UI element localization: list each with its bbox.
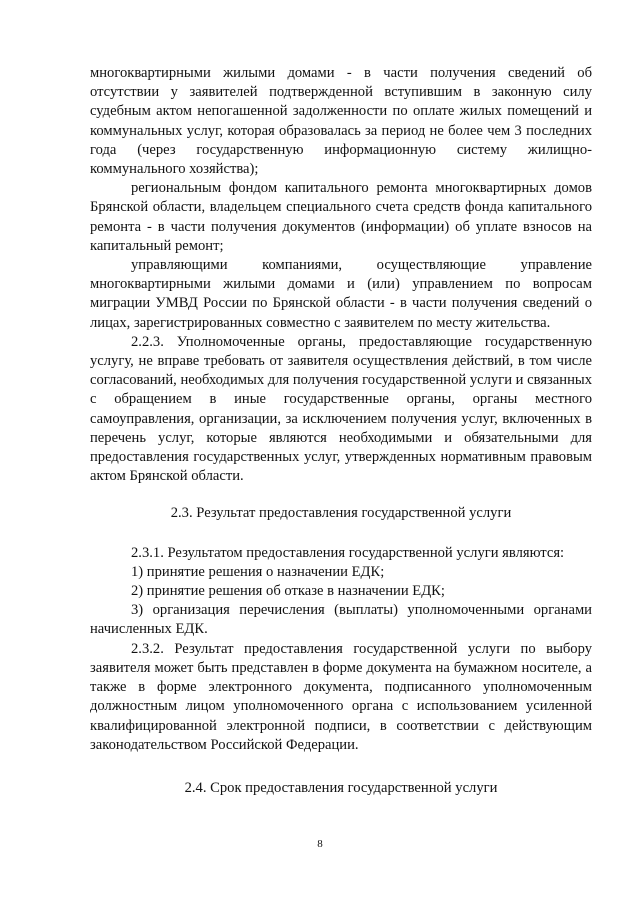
paragraph-2-3-2: 2.3.2. Результат предоставления государственной услуги по выбору заявителя может быть представлен в форме документа на бумажном носителе, а также в форме электронного документа, подписанного уполномоченным должностным лицом уполномоченного органа с использованием усиленной квалифицированной электронной подписи, в соответствии с действующим законодательством Российской Федерации.: [90, 640, 592, 753]
section-heading-2-3: 2.3. Результат предоставления государственной услуги: [170, 505, 512, 522]
page-number: 8: [317, 838, 323, 850]
section-heading-2-4: 2.4. Срок предоставления государственной услуги: [184, 779, 498, 796]
paragraph-2-2-3: 2.2.3. Уполномоченные органы, предоставляющие государственную услугу, не вправе требовать от заявителя осуществления действий, в том числе согласований, необходимых для получения государственной услуги и связанных с обращением в иные государственные органы, органы местного самоуправления, организации, за исключением получения услуг, включенных в перечень услуг, которые являются необходимыми и обязательными для предоставления государственных услуг, утвержденных нормативным правовым актом Брянской области.: [90, 333, 592, 485]
document-page: [90, 64, 592, 798]
paragraph-2-3-1: 2.3.1. Результатом предоставления государственной услуги являются:: [131, 544, 565, 561]
paragraph-capital-repair-fund: региональным фондом капитального ремонта многоквартирных домов Брянской области, владельцем специального счета средств фонда капитального ремонта - в части получения документов (информации) об уплате взносов на капитальный ремонт;: [90, 180, 592, 254]
list-item-1: 1) принятие решения о назначении ЕДК;: [131, 563, 385, 580]
list-item-3: 3) организация перечисления (выплаты) уполномоченными органами начисленных ЕДК.: [90, 602, 592, 638]
paragraph-housing-debt: многоквартирными жилыми домами - в части получения сведений об отсутствии у заявителей подтвержденной вступившим в законную силу судебным актом непогашенной задолженности по оплате жилых помещений и коммунальных услуг, которая образовалась за период не более чем 3 последних года (через государственную информационную систему жилищно-коммунального хозяйства);: [90, 65, 592, 178]
paragraph-management-companies: управляющими компаниями, осуществляющие управление многоквартирными жилыми домами и (или) управлением по вопросам миграции УМВД России по Брянской области - в части получения сведений о лицах, зарегистрированных совместно с заявителем по месту жительства.: [90, 257, 592, 331]
list-item-2: 2) принятие решения об отказе в назначении ЕДК;: [131, 583, 445, 600]
